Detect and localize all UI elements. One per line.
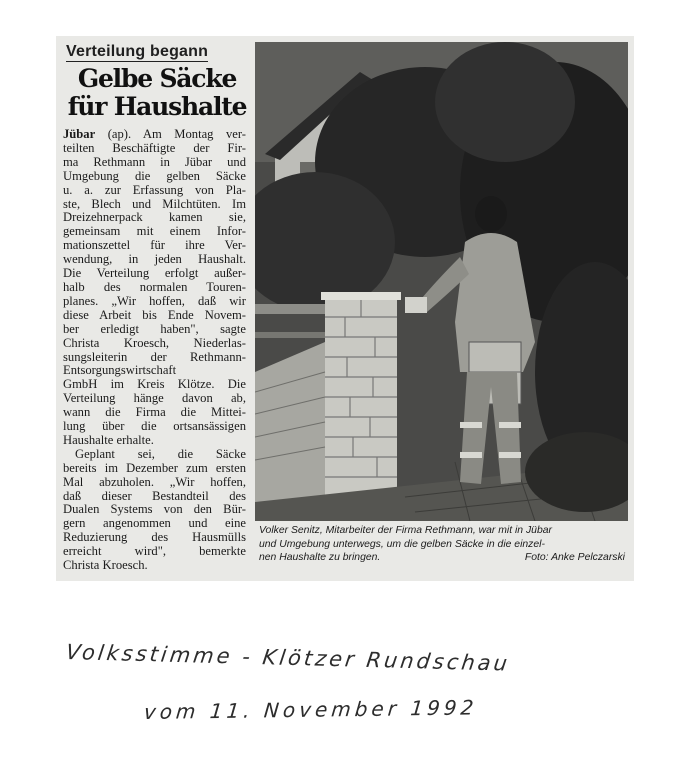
photo-credit: Foto: Anke Pelczarski xyxy=(524,552,625,563)
article-headline xyxy=(62,65,252,121)
body-line: gern angenommen und eine xyxy=(63,516,246,531)
body-line: diese Arbeit bis Ende Novem- xyxy=(63,307,246,322)
body-line: daß dieser Bestandteil des xyxy=(63,488,246,503)
caption-line xyxy=(259,551,625,565)
body-line: wann die Firma die Mittei- xyxy=(63,405,246,420)
body-line: ber erledigt haben", sagte xyxy=(63,321,246,336)
body-line: ma Rethmann in Jübar und xyxy=(63,154,246,169)
body-line: Christa Kroesch, Niederlas- xyxy=(63,335,246,350)
body-line: ste, Blech und Milchtüten. Im xyxy=(63,196,246,211)
handwritten-date-note: vom 11. November 1992 xyxy=(142,695,479,725)
body-line: Reduzierung des Hausmülls xyxy=(63,530,246,545)
body-line: Haushalte erhalte. xyxy=(63,432,154,447)
dateline: Jübar xyxy=(63,127,96,141)
headline-line: für Haushalte xyxy=(67,92,247,121)
body-line: mationszettel für ihre Ver- xyxy=(63,238,246,253)
handwritten-source-note: Volksstimme - Klötzer Rundschau xyxy=(64,640,512,676)
photo-caption xyxy=(259,524,625,565)
body-line: planes. „Wir hoffen, daß wir xyxy=(63,293,246,308)
body-line: lung über die ortsansässigen xyxy=(63,419,246,434)
article-photo xyxy=(255,42,628,521)
body-line: Christa Kroesch. xyxy=(63,558,148,573)
body-line: Die Verteilung erfolgt außer- xyxy=(63,266,246,281)
body-line: wendung, in jeden Haushalt. xyxy=(63,252,246,267)
body-line: Verteilung hänge davon ab, xyxy=(63,391,246,406)
headline-line: Gelbe Säcke xyxy=(77,64,237,93)
body-line: Geplant sei, die Säcke xyxy=(75,446,246,461)
caption-line: Volker Senitz, Mitarbeiter der Firma Rethmann, war mit in Jübar xyxy=(259,525,552,536)
body-line: sungsleiterin der Rethmann- xyxy=(63,349,246,364)
body-line: gemeinsam mit einem Infor- xyxy=(63,224,246,239)
body-line: GmbH im Kreis Klötze. Die xyxy=(63,377,246,392)
body-line: teilten Beschäftigte der Fir- xyxy=(63,140,246,155)
photo-illustration xyxy=(255,42,628,521)
caption-line: und Umgebung unterwegs, um die gelben Säcke in die einzel- xyxy=(259,538,545,550)
body-line: Jübar (ap). Am Montag ver- xyxy=(63,127,246,141)
body-line: bereits im Dezember zum ersten xyxy=(63,460,246,475)
article-kicker: Verteilung begann xyxy=(66,43,209,60)
body-line: Entsorgungswirtschaft xyxy=(63,363,177,378)
body-line: Dreizehnerpack kamen sie, xyxy=(63,210,246,225)
article-body xyxy=(63,128,246,573)
body-line: Mal abzuholen. „Wir hoffen, xyxy=(63,474,246,489)
newspaper-clipping xyxy=(56,36,634,581)
body-line: u. a. zur Erfassung von Pla- xyxy=(63,182,246,197)
body-line: Dualen Systems von den Bür- xyxy=(63,502,246,517)
caption-line-text: nen Haushalte zu bringen. xyxy=(259,552,381,563)
body-line: halb des normalen Touren- xyxy=(63,279,246,294)
body-line: erreicht wird", bemerkte xyxy=(63,544,246,559)
body-line: Umgebung die gelben Säcke xyxy=(63,168,246,183)
